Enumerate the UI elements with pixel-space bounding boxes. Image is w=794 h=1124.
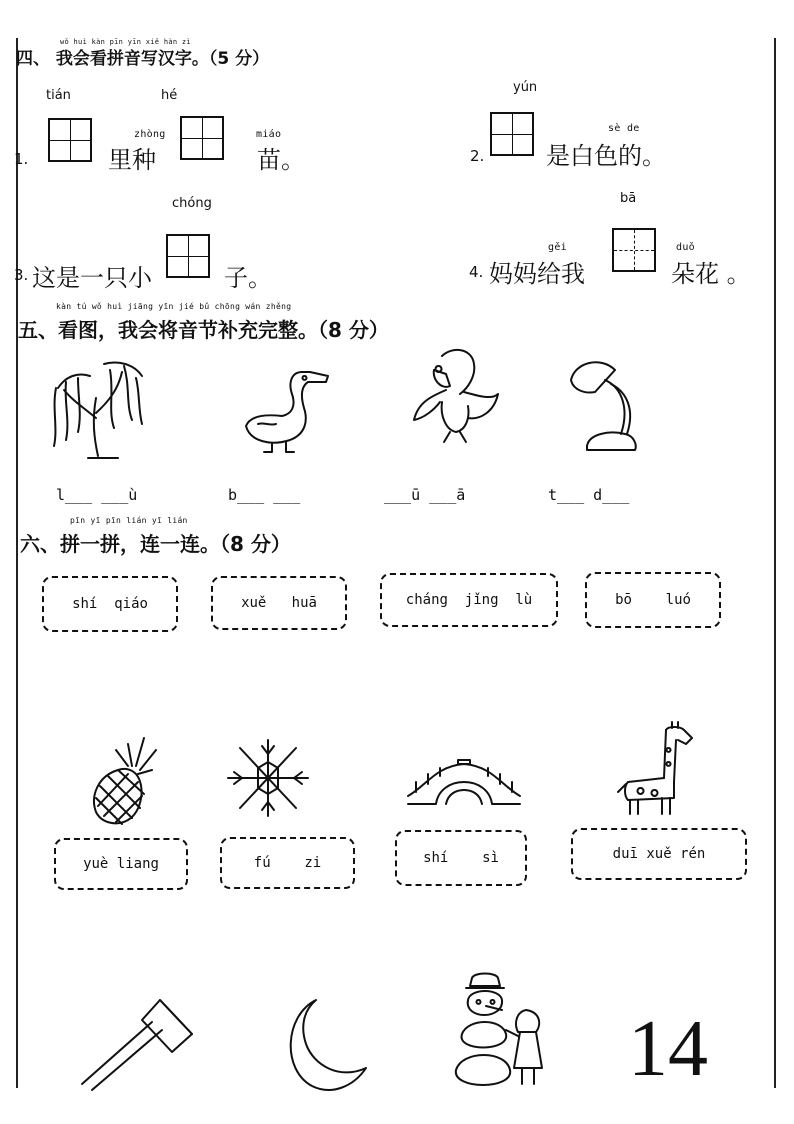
giraffe-icon: [616, 718, 696, 818]
q2-pinyin-yun: yún: [513, 80, 538, 95]
page-number: 14: [628, 1005, 708, 1093]
goose-blanks[interactable]: b___ ___: [228, 486, 301, 504]
pinyin-box-fu-zi[interactable]: fú zi: [220, 837, 355, 889]
snowman-icon: [452, 970, 552, 1092]
pinyin-box-chang-jing-lu[interactable]: cháng jǐng lù: [380, 573, 558, 627]
q3-text-end: 子。: [224, 264, 272, 292]
section6-title: 六、拼一拼，连一连。（8 分）: [20, 532, 291, 556]
pinyin-box-shi-si[interactable]: shí sì: [395, 830, 527, 886]
q4-text-end: 朵花 。: [671, 260, 751, 288]
q4-answer-box[interactable]: [612, 228, 656, 272]
q1-answer-box-1[interactable]: [48, 118, 92, 162]
parrot-blanks[interactable]: ___ū ___ā: [384, 486, 466, 504]
q4-text-start: 妈妈给我: [489, 260, 585, 288]
snowflake-icon: [222, 738, 314, 818]
willow-blanks[interactable]: l___ ___ù: [56, 486, 138, 504]
q1-number: 1.: [14, 150, 29, 168]
left-border-line: [16, 38, 18, 1088]
q4-pinyin-gei: gěi: [548, 242, 567, 253]
lamp-blanks[interactable]: t___ d___: [548, 486, 630, 504]
q1-pinyin-he: hé: [161, 88, 178, 103]
willow-tree-icon: [48, 358, 148, 458]
crescent-moon-icon: [282, 998, 370, 1094]
q2-pinyin-sede: sè de: [608, 123, 640, 134]
pinyin-box-yue-liang[interactable]: yuè liang: [54, 838, 188, 890]
pinyin-box-dui-xue-ren[interactable]: duī xuě rén: [571, 828, 747, 880]
pinyin-box-xue-hua[interactable]: xuě huā: [211, 576, 347, 630]
stone-bridge-icon: [406, 756, 522, 810]
q1-pinyin-tian: tián: [46, 88, 71, 103]
q3-text-start: 这是一只小: [32, 264, 152, 292]
section4-pinyin-hint: wǒ huì kàn pīn yīn xiě hàn zì: [60, 38, 191, 46]
section5-pinyin-hint: kàn tú wǒ huì jiāng yīn jié bǔ chōng wán zhěng: [56, 302, 292, 311]
section4-title: 四、 我会看拼音写汉字。（5 分）: [16, 49, 270, 69]
pineapple-icon: [88, 736, 158, 826]
q1-pinyin-zhong: zhòng: [134, 129, 166, 140]
pinyin-box-shi-qiao[interactable]: shí qiáo: [42, 576, 178, 632]
q3-number: 3.: [14, 266, 29, 284]
q1-text-middle: 里种: [108, 146, 156, 174]
q4-number: 4.: [469, 263, 484, 281]
parrot-icon: [412, 346, 502, 446]
right-border-line: [774, 38, 776, 1088]
desk-lamp-icon: [565, 354, 645, 454]
q1-pinyin-miao: miáo: [256, 129, 282, 140]
q1-answer-box-2[interactable]: [180, 116, 224, 160]
section6-pinyin-hint: pīn yī pīn lián yī lián: [70, 516, 188, 525]
axe-icon: [80, 998, 196, 1092]
q2-number: 2.: [470, 147, 485, 165]
q3-pinyin-chong: chóng: [172, 196, 212, 211]
q3-answer-box[interactable]: [166, 234, 210, 278]
q2-answer-box[interactable]: [490, 112, 534, 156]
q2-text-end: 是白色的。: [546, 142, 666, 170]
section5-title: 五、看图，我会将音节补充完整。（8 分）: [18, 318, 389, 342]
pinyin-box-bo-luo[interactable]: bō luó: [585, 572, 721, 628]
goose-icon: [242, 364, 334, 454]
q1-text-end: 苗。: [257, 146, 305, 174]
q4-pinyin-ba: bā: [620, 191, 637, 206]
q4-pinyin-duo: duǒ: [676, 242, 695, 253]
